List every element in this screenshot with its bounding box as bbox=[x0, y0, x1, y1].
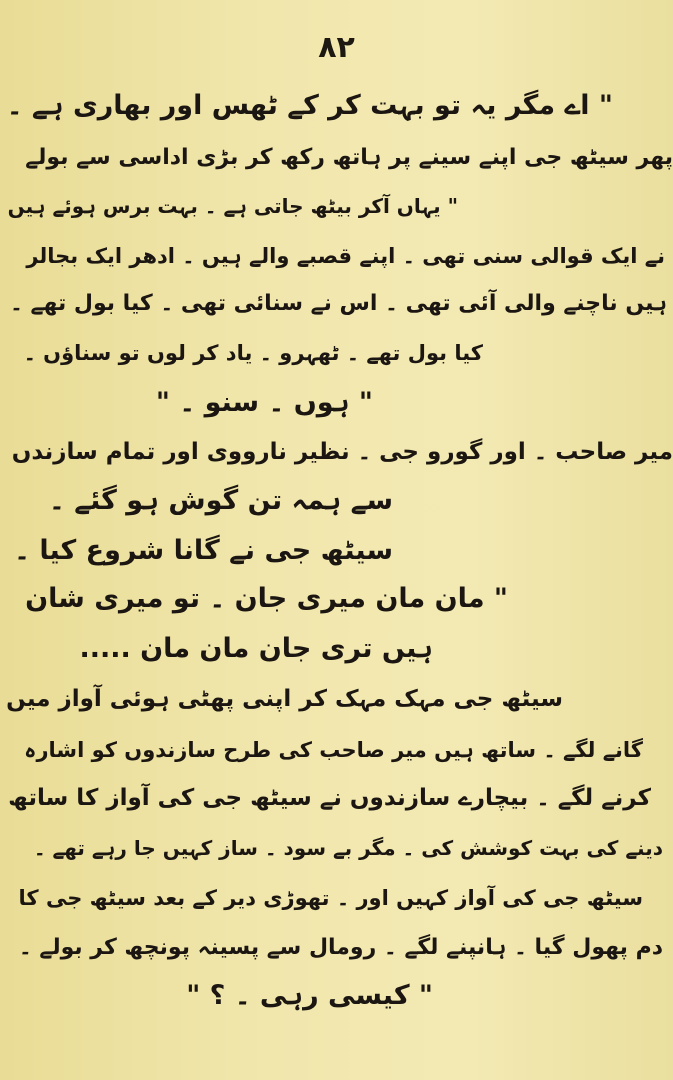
text-line: پھر سیٹھ جی اپنے سینے پر ہاتھ رکھ کر بڑی اداسی سے بولے bbox=[25, 145, 673, 170]
text-line: " اے مگر یہ تو بہت کر کے ٹھس اور بھاری ہے ۔ bbox=[6, 90, 613, 121]
text-line: ہیں تری جان مان مان ..... bbox=[79, 633, 433, 664]
text-line: سیٹھ جی مہک مہک کر اپنی پھٹی ہوئی آواز میں bbox=[6, 686, 563, 712]
text-line: " ہوں ۔ سنو ۔ " bbox=[155, 387, 373, 418]
text-line: ہیں ناچنے والی آئی تھی ۔ اس نے سنائی تھی ۔ کیا بول تھے ۔ bbox=[10, 291, 667, 316]
page-number: ۸۲ bbox=[318, 30, 355, 65]
text-line: " یہاں آکر بیٹھ جاتی ہے ۔ بہت برس ہوئے ہیں bbox=[7, 194, 458, 218]
text-line: " کیسی رہی ۔ ؟ " bbox=[186, 980, 433, 1011]
text-line: نے ایک قوالی سنی تھی ۔ اپنے قصبے والے ہیں ۔ ادھر ایک بجالر bbox=[26, 244, 665, 268]
text-line: میر صاحب ۔ اور گورو جی ۔ نظیر نارووی اور تمام سازندں bbox=[11, 439, 673, 465]
text-line: سیٹھ جی نے گانا شروع کیا ۔ bbox=[14, 535, 393, 566]
text-line: گانے لگے ۔ ساتھ ہیں میر صاحب کی طرح سازندوں کو اشارہ bbox=[24, 738, 643, 762]
text-line: دینے کی بہت کوشش کی ۔ مگر بے سود ۔ ساز کہیں جا رہے تھے ۔ bbox=[33, 836, 663, 860]
text-line: کیا بول تھے ۔ ٹھہرو ۔ یاد کر لوں تو سناؤں ۔ bbox=[23, 341, 483, 365]
text-line: سے ہمہ تن گوش ہو گئے ۔ bbox=[49, 485, 393, 516]
text-line: " مان مان میری جان ۔ تو میری شان bbox=[25, 583, 508, 614]
text-line: کرنے لگے ۔ بیچارے سازندوں نے سیٹھ جی کی آواز کا ساتھ bbox=[8, 785, 651, 811]
text-line: دم پھول گیا ۔ ہانپنے لگے ۔ رومال سے پسینہ پونچھ کر بولے ۔ bbox=[18, 935, 663, 960]
text-line: سیٹھ جی کی آواز کہیں اور ۔ تھوڑی دیر کے بعد سیٹھ جی کا bbox=[18, 886, 643, 910]
